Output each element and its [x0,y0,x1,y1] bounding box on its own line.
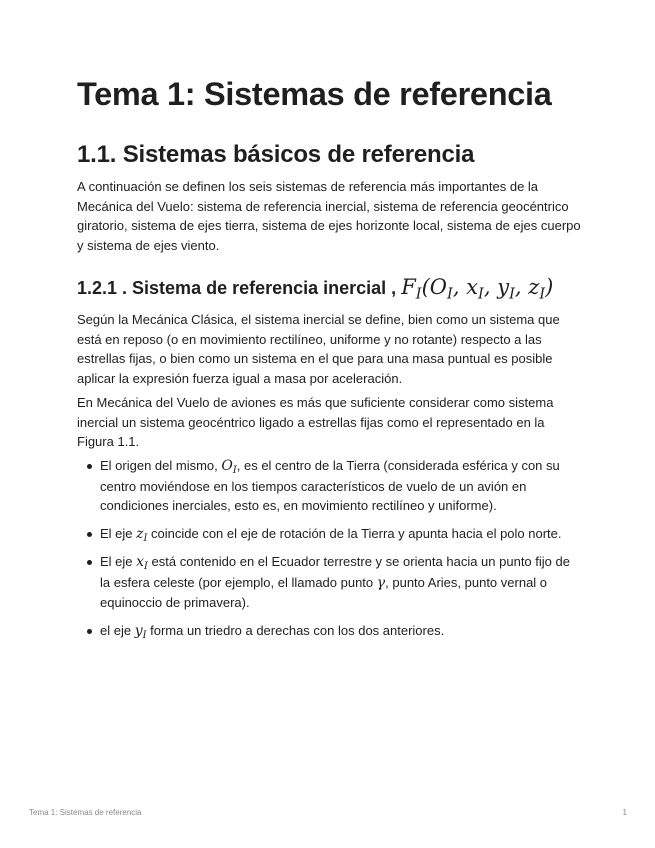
list-item: El eje $x_I$ está contenido en el Ecuador terrestre y se orienta hacia un punto fijo de la esfera celeste (por ejemplo, el llamado punto γ, punto Aries, punto vernal o equinoccio de primavera). [77,552,582,613]
axes-list [77,456,582,649]
x-axis-symbol: $x_I$ [136,554,148,572]
section-heading: 1.1. Sistemas básicos de referencia [77,141,475,168]
gamma-symbol: γ [376,574,386,591]
geocentric-paragraph: En Mecánica del Vuelo de aviones es más que suficiente considerar como sistema inercial un sistema geocéntrico ligado a estrellas fijas como el representado en la Figura 1.1. [77,395,554,449]
frame-notation: $F_I(O_I$, $x_I$, $y_I$, $z_I$) [401,275,554,303]
list-item: El eje $z_I$ coincide con el eje de rotación de la Tierra y apunta hacia el polo norte. [77,524,582,545]
footer-title: Tema 1: Sistemas de referencia [29,808,142,817]
y-axis-symbol: $y_I$ [134,622,147,641]
z-axis-symbol: $z_I$ [136,525,148,544]
subsection-label: 1.2.1 . Sistema de referencia inercial , [77,278,397,298]
subsection-heading [77,275,554,303]
list-item: El origen del mismo, $O_I$, es el centro de la Tierra (considerada esférica y con su centro moviéndose en los tiempos característicos de vuelo de un avión en condiciones inerciales, esto es, en movimiento rectilíneo y uniforme). [77,456,582,516]
page-number: 1 [622,808,627,817]
list-item: el eje $y_I$ forma un triedro a derechas con los dos anteriores. [77,621,582,642]
intro-paragraph: A continuación se definen los seis sistemas de referencia más importantes de la Mecánica del Vuelo: sistema de referencia inercial, sistema de referencia geocéntrico giratorio, sistema de ejes tierra, sistema de ejes horizonte local, sistema de ejes cuerpo y sistema de ejes viento. [77,179,581,253]
definition-paragraph: Según la Mecánica Clásica, el sistema inercial se define, bien como un sistema que está en reposo (o en movimiento rectilíneo, uniforme y no rotante) respecto a las estrellas fijas, o bien como un sistema en el que para una masa puntual es posible aplicar la expresión fuerza igual a masa por aceleración. [77,312,560,386]
page-title: Tema 1: Sistemas de referencia [77,76,552,112]
origin-symbol: $O_I$ [221,458,237,476]
